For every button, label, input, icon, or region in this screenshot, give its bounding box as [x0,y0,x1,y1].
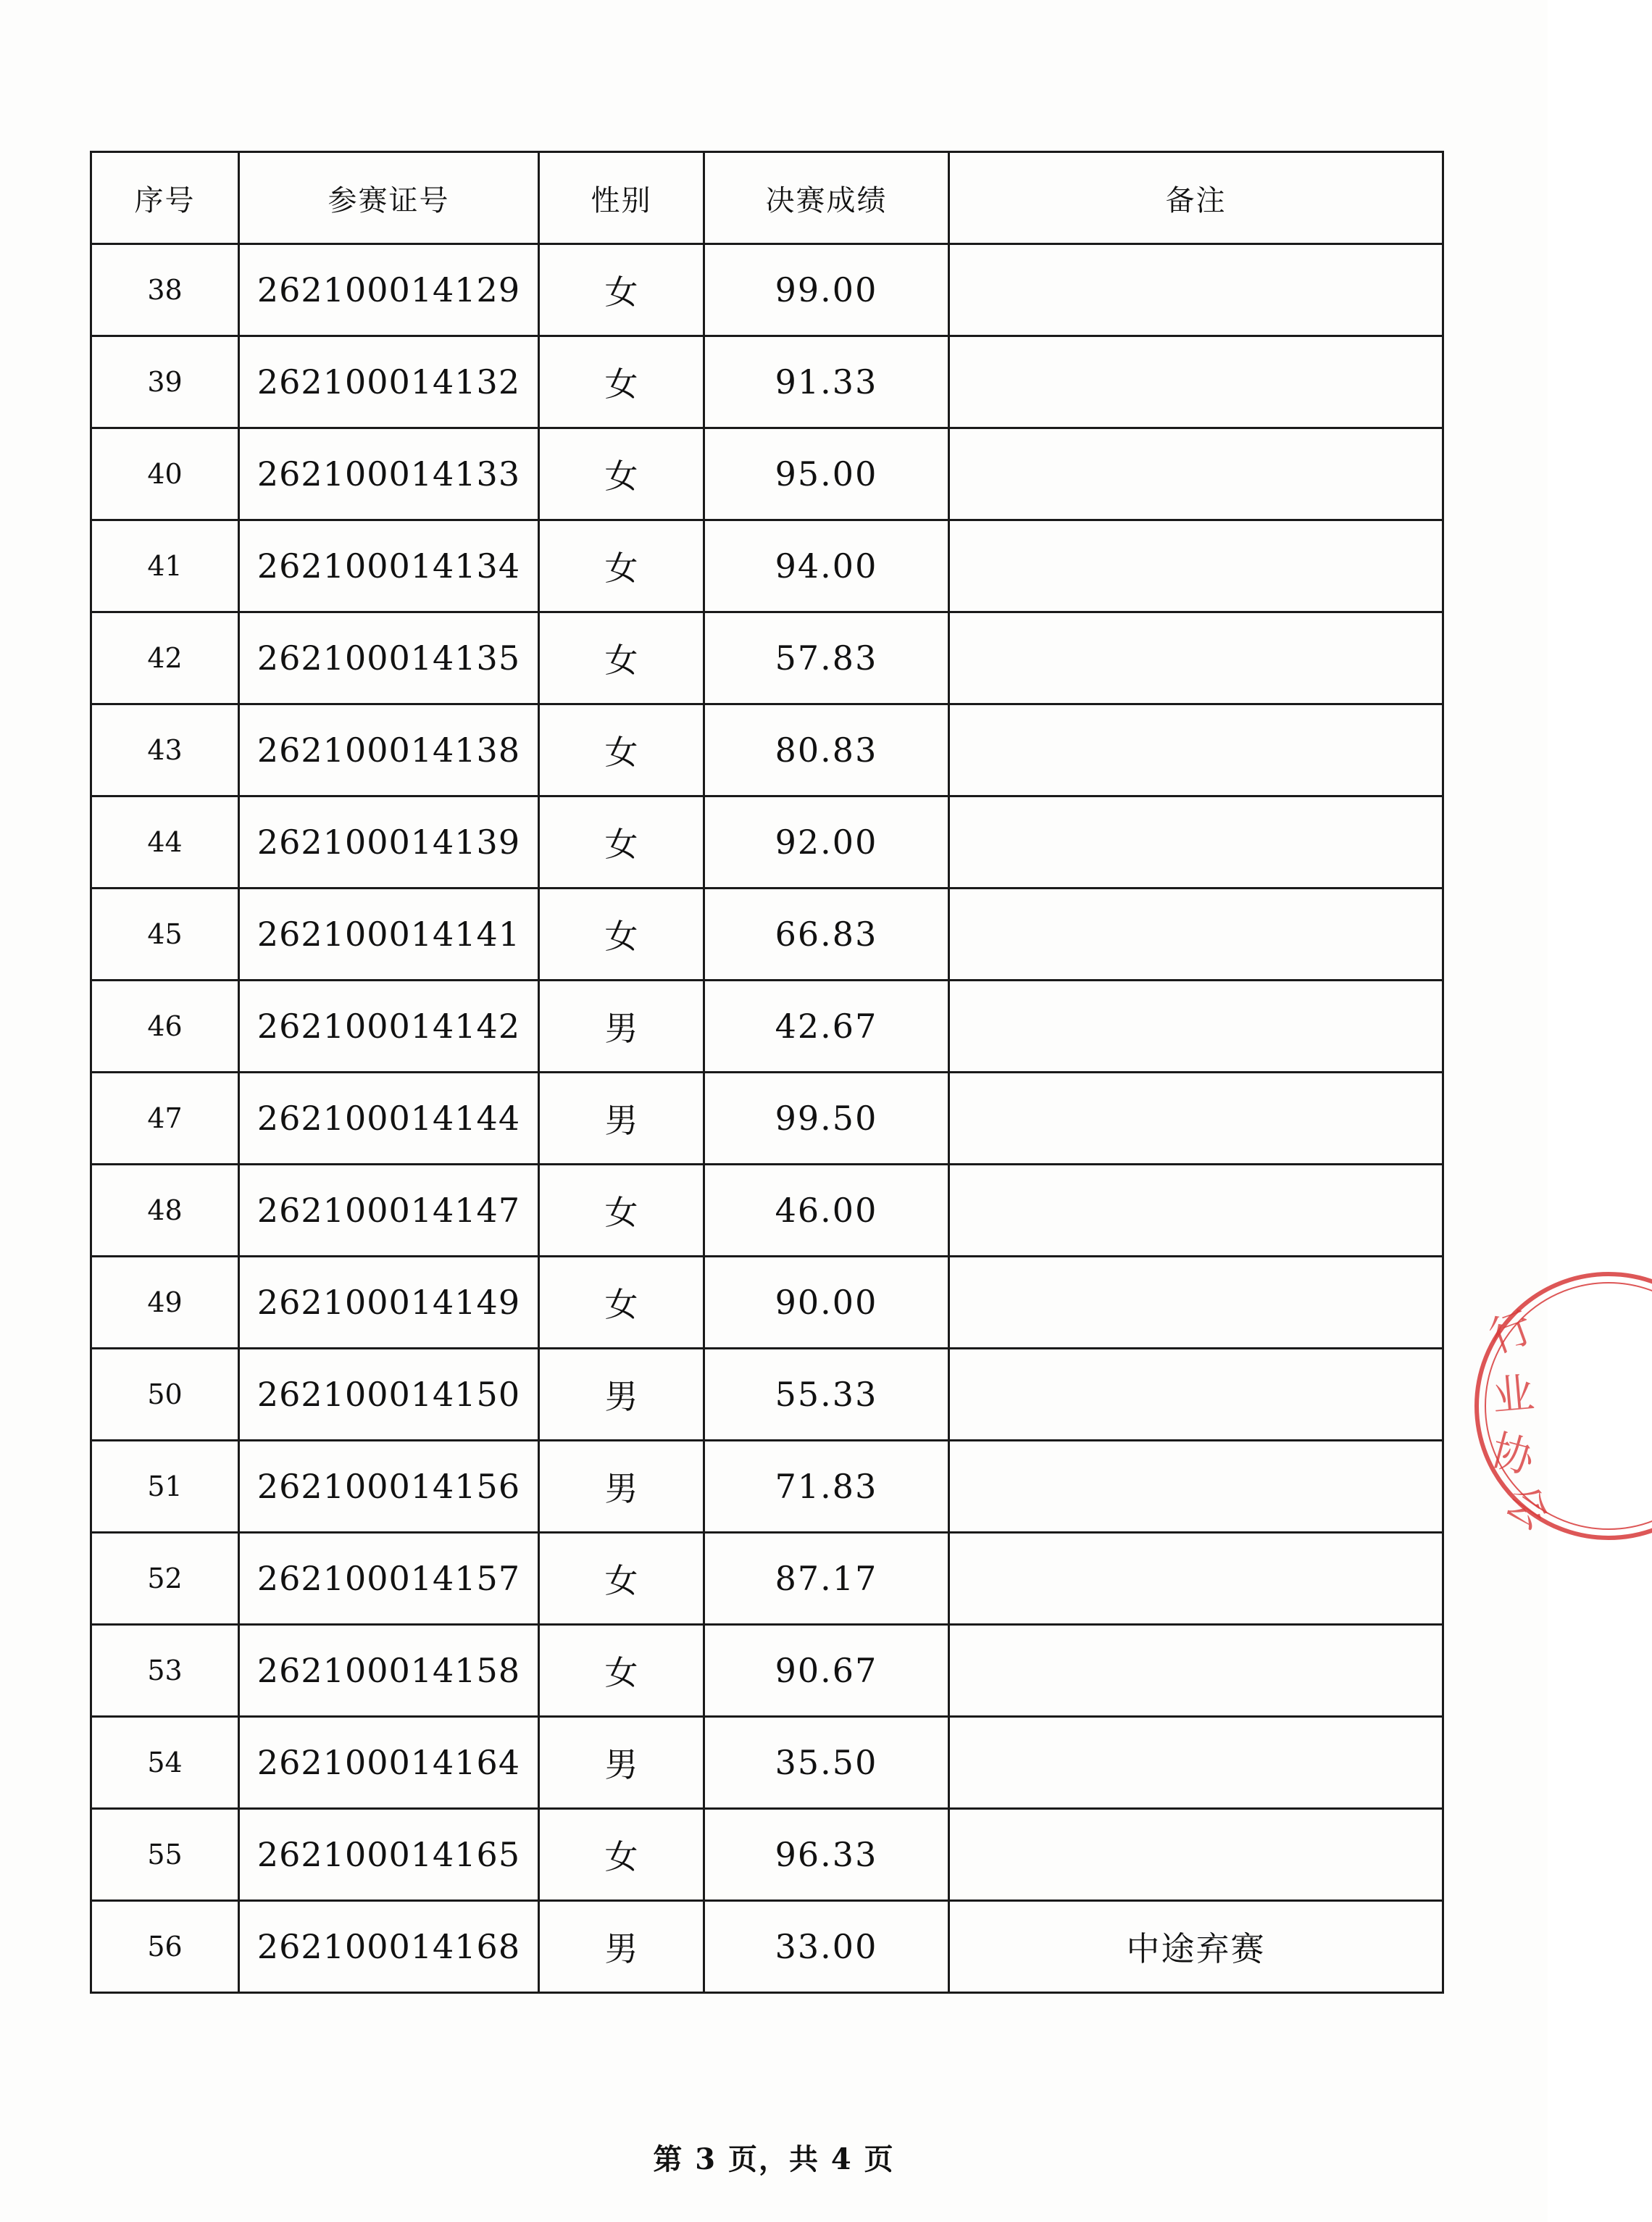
table-row [91,1349,1443,1441]
row-score: 46.00 [704,1165,949,1257]
row-sex: 男 [539,1441,704,1533]
table-header-row [91,152,1443,244]
row-contest-id: 262100014144 [239,1073,539,1165]
results-table [90,151,1444,1994]
row-note [949,612,1443,704]
row-contest-id: 262100014141 [239,889,539,981]
row-contest-id: 262100014129 [239,244,539,336]
row-note: 中途弃赛 [949,1901,1443,1993]
row-seq: 41 [91,520,239,612]
row-contest-id: 262100014133 [239,428,539,520]
row-note [949,796,1443,889]
row-score: 42.67 [704,981,949,1073]
table-row [91,704,1443,796]
row-note [949,1349,1443,1441]
header-sex: 性别 [539,152,704,244]
row-contest-id: 262100014150 [239,1349,539,1441]
row-score: 57.83 [704,612,949,704]
table-row [91,1073,1443,1165]
row-note [949,704,1443,796]
table-row [91,1901,1443,1993]
svg-text:行: 行 [1482,1302,1539,1363]
official-seal [1464,1261,1652,1551]
row-sex: 男 [539,981,704,1073]
row-score: 71.83 [704,1441,949,1533]
row-note [949,1717,1443,1809]
svg-text:会: 会 [1496,1475,1559,1540]
table-row [91,981,1443,1073]
row-score: 99.00 [704,244,949,336]
table-row [91,1625,1443,1717]
row-seq: 49 [91,1257,239,1349]
row-note [949,1165,1443,1257]
row-score: 80.83 [704,704,949,796]
row-seq: 51 [91,1441,239,1533]
row-score: 35.50 [704,1717,949,1809]
row-note [949,428,1443,520]
table-row [91,1257,1443,1349]
header-id: 参赛证号 [239,152,539,244]
header-seq: 序号 [91,152,239,244]
row-seq: 55 [91,1809,239,1901]
row-contest-id: 262100014135 [239,612,539,704]
row-note [949,336,1443,428]
row-score: 90.67 [704,1625,949,1717]
row-note [949,1625,1443,1717]
row-note [949,1533,1443,1625]
table-row [91,428,1443,520]
row-contest-id: 262100014168 [239,1901,539,1993]
row-score: 90.00 [704,1257,949,1349]
seal-icon [1464,1261,1652,1551]
row-sex: 女 [539,1809,704,1901]
row-score: 94.00 [704,520,949,612]
row-sex: 女 [539,889,704,981]
row-contest-id: 262100014158 [239,1625,539,1717]
row-score: 91.33 [704,336,949,428]
row-score: 55.33 [704,1349,949,1441]
row-score: 33.00 [704,1901,949,1993]
row-seq: 42 [91,612,239,704]
row-seq: 52 [91,1533,239,1625]
row-contest-id: 262100014156 [239,1441,539,1533]
header-score: 决赛成绩 [704,152,949,244]
table-row [91,1809,1443,1901]
row-note [949,889,1443,981]
row-sex: 女 [539,1165,704,1257]
row-score: 92.00 [704,796,949,889]
row-sex: 女 [539,1257,704,1349]
row-sex: 男 [539,1717,704,1809]
row-sex: 女 [539,1625,704,1717]
page-number: 第 3 页，共 4 页 [653,2142,895,2176]
row-note [949,1441,1443,1533]
row-contest-id: 262100014142 [239,981,539,1073]
row-sex: 女 [539,796,704,889]
row-note [949,981,1443,1073]
row-seq: 54 [91,1717,239,1809]
row-note [949,1073,1443,1165]
row-seq: 40 [91,428,239,520]
row-score: 96.33 [704,1809,949,1901]
table-row [91,1533,1443,1625]
row-seq: 53 [91,1625,239,1717]
row-sex: 女 [539,1533,704,1625]
row-sex: 男 [539,1073,704,1165]
row-sex: 女 [539,336,704,428]
row-sex: 女 [539,612,704,704]
row-seq: 56 [91,1901,239,1993]
table-row [91,520,1443,612]
row-seq: 47 [91,1073,239,1165]
row-sex: 男 [539,1349,704,1441]
header-note: 备注 [949,152,1443,244]
row-contest-id: 262100014139 [239,796,539,889]
row-seq: 46 [91,981,239,1073]
svg-text:协: 协 [1486,1425,1540,1484]
row-note [949,1257,1443,1349]
table-row [91,1165,1443,1257]
table-row [91,1441,1443,1533]
table-row [91,612,1443,704]
row-sex: 女 [539,428,704,520]
row-sex: 女 [539,520,704,612]
row-seq: 45 [91,889,239,981]
row-note [949,520,1443,612]
row-contest-id: 262100014149 [239,1257,539,1349]
row-contest-id: 262100014157 [239,1533,539,1625]
table-body [91,244,1443,1993]
row-sex: 女 [539,704,704,796]
row-contest-id: 262100014147 [239,1165,539,1257]
row-seq: 44 [91,796,239,889]
row-score: 87.17 [704,1533,949,1625]
row-contest-id: 262100014138 [239,704,539,796]
row-contest-id: 262100014164 [239,1717,539,1809]
row-contest-id: 262100014165 [239,1809,539,1901]
table-row [91,336,1443,428]
row-note [949,1809,1443,1901]
row-sex: 女 [539,244,704,336]
table-row [91,1717,1443,1809]
row-contest-id: 262100014134 [239,520,539,612]
table-row [91,889,1443,981]
svg-text:业: 业 [1490,1368,1537,1421]
row-score: 66.83 [704,889,949,981]
row-contest-id: 262100014132 [239,336,539,428]
row-score: 95.00 [704,428,949,520]
row-seq: 48 [91,1165,239,1257]
table-row [91,796,1443,889]
row-sex: 男 [539,1901,704,1993]
row-seq: 39 [91,336,239,428]
row-seq: 38 [91,244,239,336]
row-seq: 43 [91,704,239,796]
row-seq: 50 [91,1349,239,1441]
row-note [949,244,1443,336]
table-row [91,244,1443,336]
row-score: 99.50 [704,1073,949,1165]
